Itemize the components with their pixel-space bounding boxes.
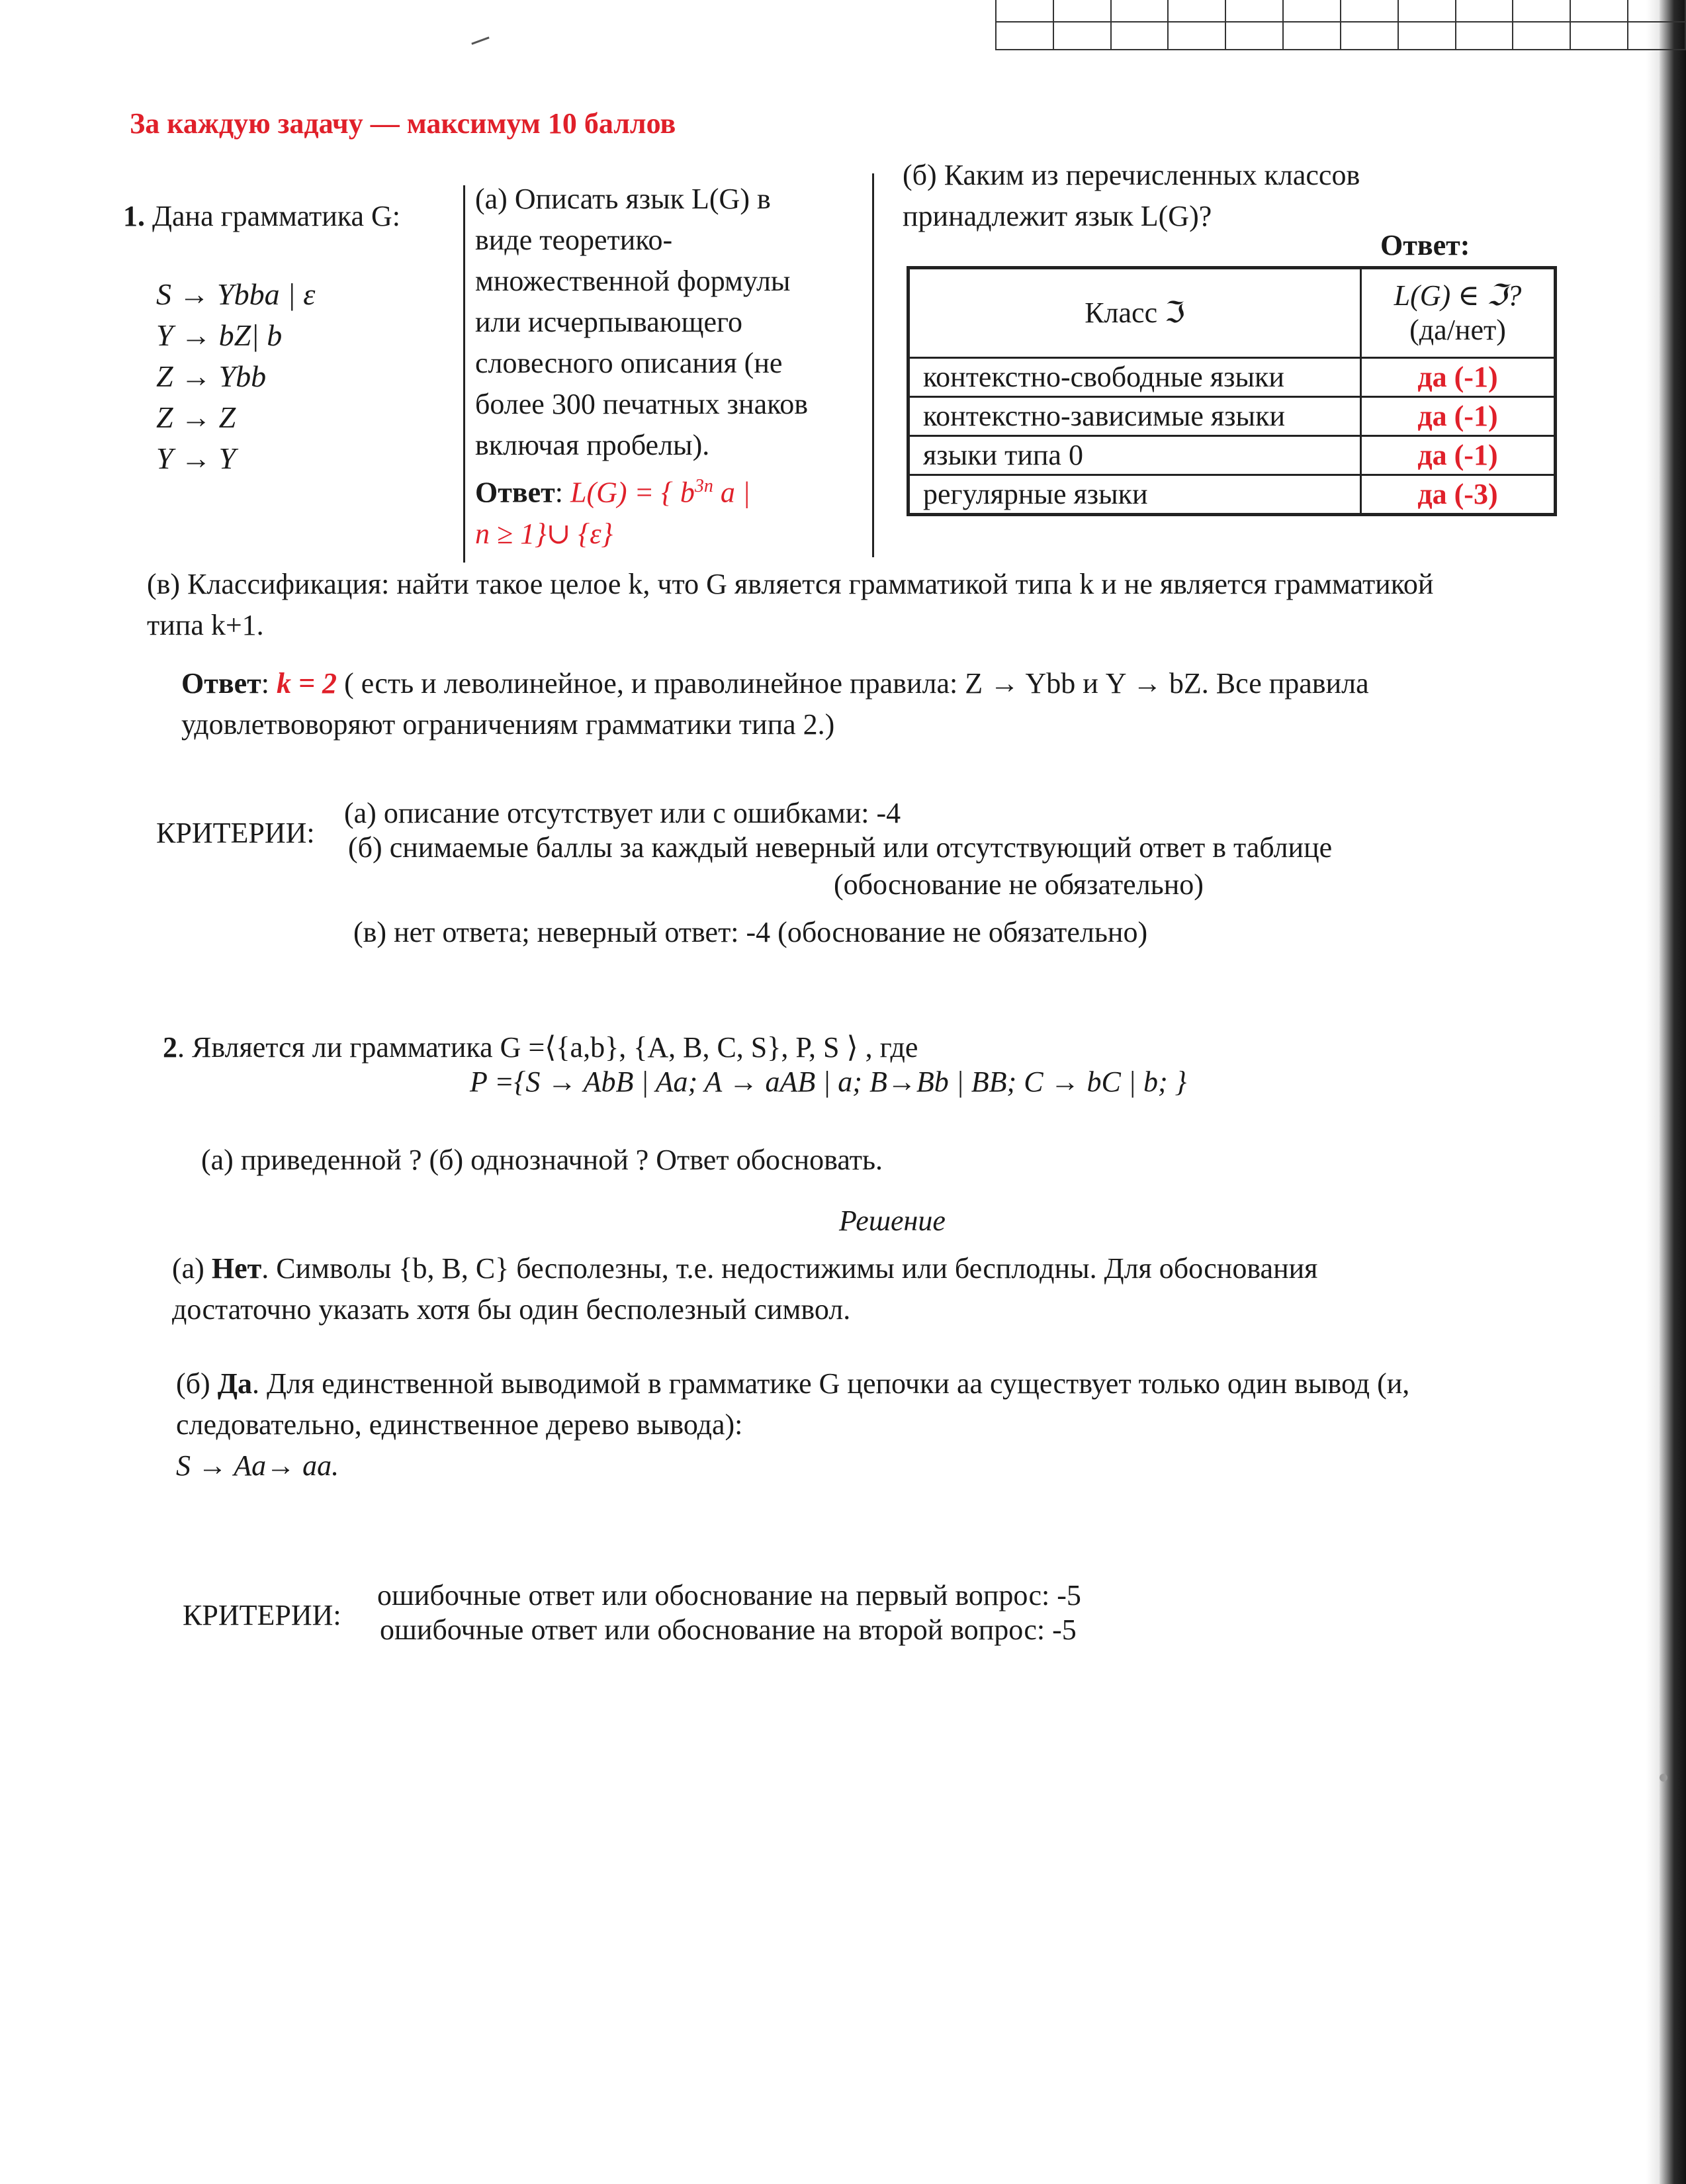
scan-mark <box>471 36 489 44</box>
table-header-class: Класс ℑ <box>909 268 1361 358</box>
task2-criteria-label: КРИТЕРИИ: <box>183 1599 341 1631</box>
task1-criteria-a: (а) описание отсутствует или с ошибками: -4 <box>344 797 901 829</box>
task1-criteria-label: КРИТЕРИИ: <box>156 817 315 849</box>
table-header-row <box>909 268 1556 358</box>
language-class-table <box>907 266 1557 516</box>
table-row <box>909 475 1556 515</box>
task1-criteria-b: (б) снимаемые баллы за каждый неверный или отсутствующий ответ в таблице <box>348 831 1333 864</box>
task1-criteria-c: (в) нет ответа; неверный ответ: -4 (обоснование не обязательно) <box>353 916 1148 948</box>
score-grid <box>995 0 1686 50</box>
page-title: За каждую задачу — максимум 10 баллов <box>130 107 676 140</box>
class-answer: да (-1) <box>1361 358 1556 397</box>
task1-part-b-answer-label: Ответ: <box>1380 229 1470 261</box>
task2-answer-b: (б) Да. Для единственной выводимой в грамматике G цепочки aa существует только один вывод (и, следовательно, единственное дерево вывода): S → Aa→ aa. <box>176 1367 1410 1482</box>
task2-statement: 2. Является ли грамматика G =⟨{a,b}, {A, B, C, S}, P, S ⟩ , где <box>163 1031 918 1064</box>
scan-mark <box>1660 1774 1667 1782</box>
grammar-rule: Y → bZ| b <box>156 318 283 352</box>
class-answer: да (-1) <box>1361 397 1556 436</box>
class-answer: да (-3) <box>1361 475 1556 515</box>
grammar-rule: S → Ybba | ε <box>156 277 316 311</box>
grammar-rule: Z → Ybb <box>156 359 267 393</box>
task2-criteria-2: ошибочные ответ или обоснование на второй вопрос: -5 <box>380 1614 1077 1646</box>
scan-edge-dark <box>1660 0 1686 2184</box>
task1-criteria-b-note: (обоснование не обязательно) <box>834 868 1204 901</box>
column-separator <box>872 173 874 557</box>
task1-intro: 1. Дана грамматика G: <box>123 200 400 232</box>
table-row <box>909 358 1556 397</box>
class-name: контекстно-свободные языки <box>909 358 1361 397</box>
task1-part-b: (б) Каким из перечисленных классов принадлежит язык L(G)? <box>903 159 1360 232</box>
class-name: языки типа 0 <box>909 436 1361 475</box>
class-name: контекстно-зависимые языки <box>909 397 1361 436</box>
task2-answer-a: (а) Нет. Символы {b, B, C} бесполезны, т.е. недостижимы или бесплодны. Для обоснования достаточно указать хотя бы один бесполезный символ. <box>172 1252 1318 1326</box>
class-answer: да (-1) <box>1361 436 1556 475</box>
task1-part-a-answer: Ответ: L(G) = { $b^{3n}$ a | <box>475 476 750 509</box>
task1-part-c-answer: Ответ: k = 2 ( есть и леволинейное, и праволинейное правила: Z → Ybb и Y → bZ. Все правила удовлетвоворяют ограничениям грамматики типа 2.) <box>181 667 1369 741</box>
scan-edge-light <box>1646 0 1660 2184</box>
task1-part-a: (а) Описать язык L(G) в виде теоретико- множественной формулы или исчерпывающего словесного описания (не более 300 печатных знаков включая пробелы). Ответ: L(G) = { $b^{3n}$ a | n ≥ 1}∪ {ε} <box>475 183 809 550</box>
column-separator <box>463 185 465 563</box>
table-row <box>909 397 1556 436</box>
solution-title: Решение <box>839 1205 946 1237</box>
task1-part-c: (в) Классификация: найти такое целое k, что G является грамматикой типа k и не является грамматикой типа k+1. <box>147 568 1434 641</box>
task2-question: (а) приведенной ? (б) однозначной ? Ответ обосновать. <box>201 1144 883 1176</box>
table-header-question: L(G) ∈ ℑ? (да/нет) <box>1361 268 1556 358</box>
task2-criteria-1: ошибочные ответ или обоснование на первый вопрос: -5 <box>377 1579 1081 1612</box>
task2-productions: P ={S → AbB | Aa; A → aAB | a; B→Bb | BB; C → bC | b; } <box>470 1066 1187 1098</box>
class-name: регулярные языки <box>909 475 1361 515</box>
table-row <box>909 436 1556 475</box>
grammar-rule: Y → Y <box>156 441 236 475</box>
task1-grammar <box>156 274 315 479</box>
grammar-rule: Z → Z <box>156 400 236 434</box>
